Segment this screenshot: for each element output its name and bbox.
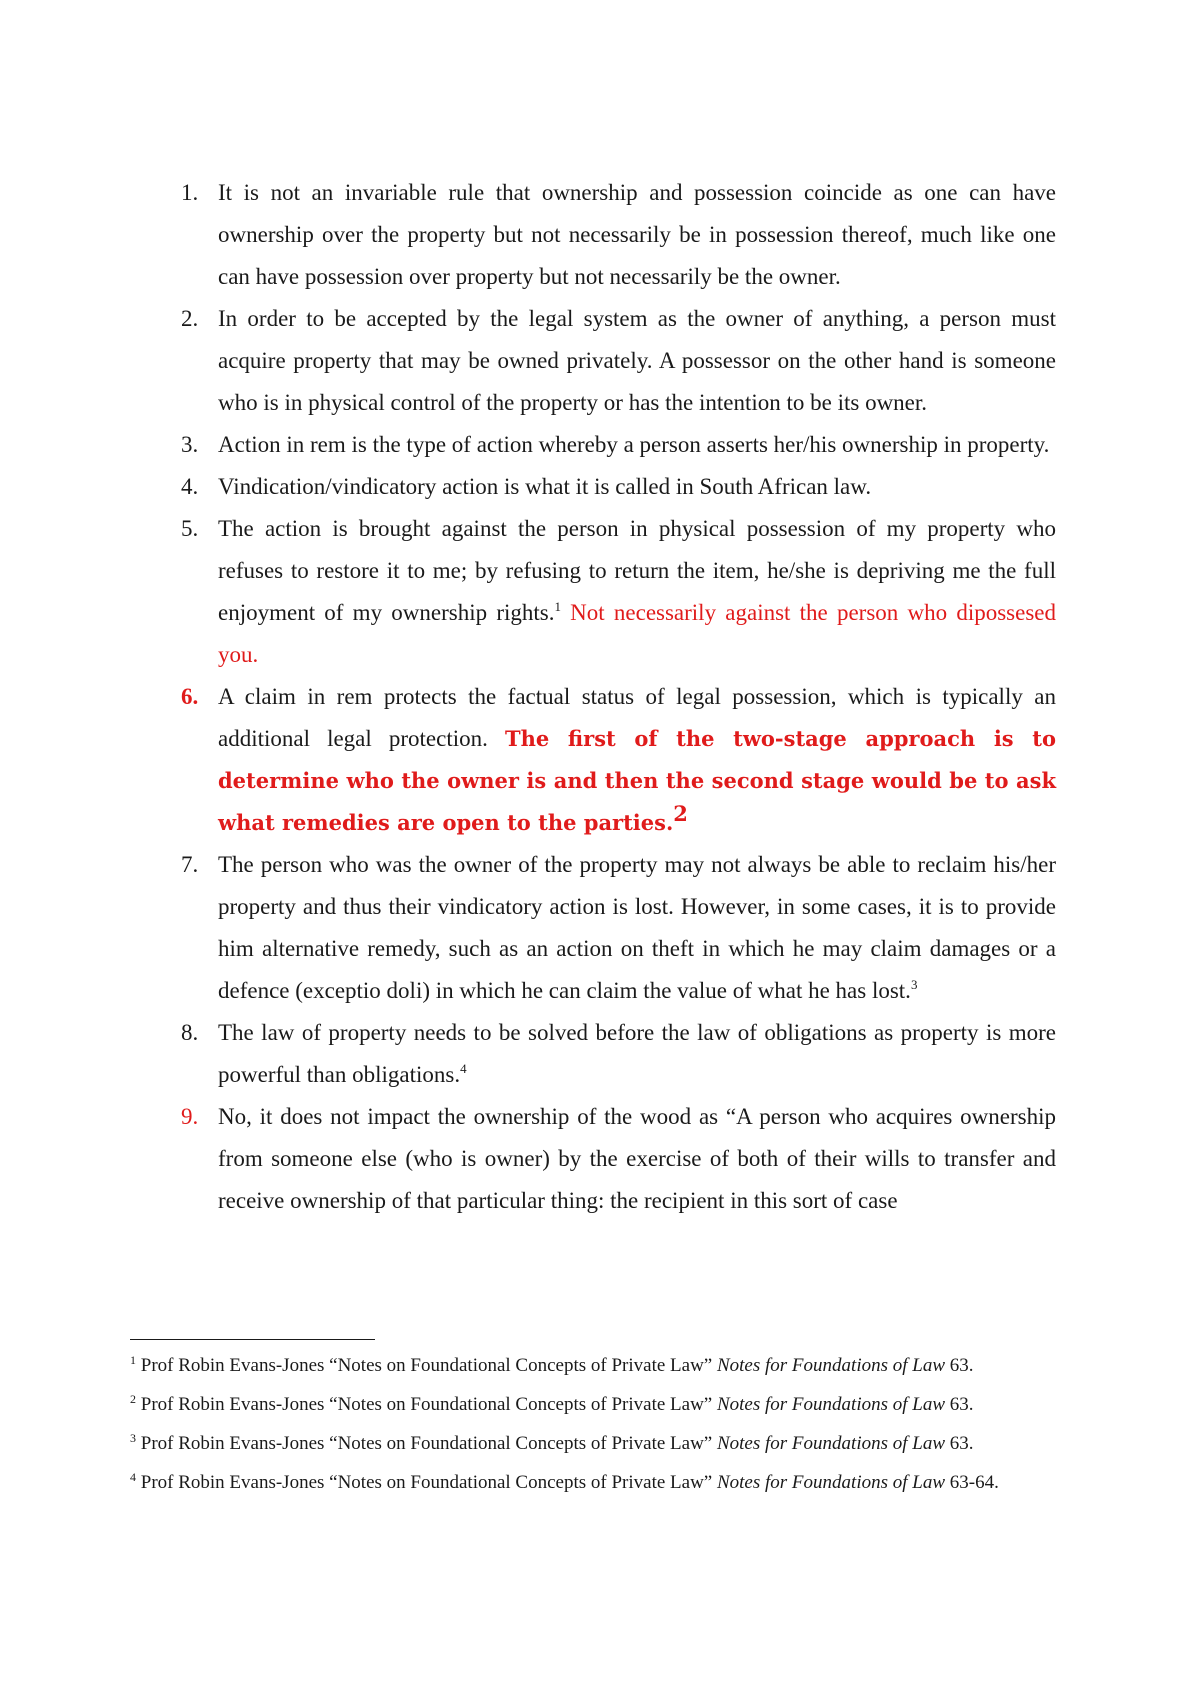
list-item xyxy=(170,676,1056,844)
item-text: A claim in rem protects the factual status of legal possession, which is typically an additional legal protection. xyxy=(218,684,1056,751)
footnote-source: Notes for Foundations of Law xyxy=(716,1394,946,1415)
footnote-source: Notes for Foundations of Law xyxy=(716,1472,946,1493)
footnote xyxy=(130,1424,1064,1463)
item-text: It is not an invariable rule that ownership and possession coincide as one can have ownership over the property but not necessarily be in possession thereof, much like one can have possession over property but not necessarily be the owner. xyxy=(218,180,1056,289)
footnote-reference[interactable]: 4 xyxy=(460,1061,467,1076)
red-annotation: Not necessarily against the person who dipossesed you. xyxy=(218,600,1056,667)
item-text: The person who was the owner of the property may not always be able to reclaim his/her property and thus their vindicatory action is lost. However, in some cases, it is to provide him alternative remedy, such as an action on theft in which he may claim damages or a defence (exceptio doli) in which he can claim the value of what he has lost. xyxy=(218,852,1056,1003)
bold-red-annotation: The first of the two-stage approach is to determine who the owner is and then the second stage would be to ask what remedies are open to the parties. xyxy=(218,726,1057,835)
item-number: 5. xyxy=(181,516,199,541)
footnote-pages: 63. xyxy=(949,1355,974,1376)
list-item xyxy=(170,1096,1056,1222)
item-number: 6. xyxy=(181,684,199,709)
list-item xyxy=(170,424,1056,466)
list-item xyxy=(170,508,1056,676)
list-item xyxy=(170,1012,1056,1096)
footnote-pages: 63. xyxy=(949,1433,974,1454)
footnote-text: Prof Robin Evans-Jones “Notes on Foundational Concepts of Private Law” xyxy=(140,1472,713,1493)
footnote-source: Notes for Foundations of Law xyxy=(716,1355,946,1376)
footnote-reference[interactable]: 2 xyxy=(673,801,688,826)
list-item xyxy=(170,298,1056,424)
footnote xyxy=(130,1463,1064,1502)
item-text: No, it does not impact the ownership of the wood as “A person who acquires ownership from someone else (who is owner) by the exercise of both of their wills to transfer and receive ownership of that particular thing: the recipient in this sort of case xyxy=(218,1104,1056,1213)
footnote-text: Prof Robin Evans-Jones “Notes on Foundational Concepts of Private Law” xyxy=(140,1394,713,1415)
footnote-mark: 3 xyxy=(130,1431,136,1445)
item-number: 9. xyxy=(181,1104,199,1129)
footnote xyxy=(130,1346,1064,1385)
footnote-mark: 1 xyxy=(130,1353,136,1367)
footnote-mark: 2 xyxy=(130,1392,136,1406)
numbered-list xyxy=(170,172,1056,1222)
footnote-reference[interactable]: 3 xyxy=(910,977,918,992)
item-number: 3. xyxy=(181,432,199,457)
item-text: Vindication/vindicatory action is what it is called in South African law. xyxy=(218,474,872,499)
item-text: Action in rem is the type of action whereby a person asserts her/his ownership in property. xyxy=(218,432,1050,457)
footnote xyxy=(130,1385,1064,1424)
footnotes xyxy=(130,1346,1064,1502)
list-item xyxy=(170,466,1056,508)
item-text: In order to be accepted by the legal system as the owner of anything, a person must acquire property that may be owned privately. A possessor on the other hand is someone who is in physical control of the property or has the intention to be its owner. xyxy=(218,306,1056,415)
item-number: 2. xyxy=(181,306,199,331)
list-item xyxy=(170,172,1056,298)
item-number: 4. xyxy=(181,474,199,499)
footnote-pages: 63. xyxy=(949,1394,974,1415)
item-text: The action is brought against the person in physical possession of my property who refuses to restore it to me; by refusing to return the item, he/she is depriving me the full enjoyment of my ownership rights. xyxy=(218,516,1056,625)
footnote-separator xyxy=(130,1339,375,1340)
item-number: 7. xyxy=(181,852,199,877)
item-number: 8. xyxy=(181,1020,199,1045)
list-item xyxy=(170,844,1056,1012)
item-text: The law of property needs to be solved before the law of obligations as property is more powerful than obligations. xyxy=(218,1020,1056,1087)
footnote-text: Prof Robin Evans-Jones “Notes on Foundational Concepts of Private Law” xyxy=(140,1433,713,1454)
item-number: 1. xyxy=(181,180,199,205)
footnote-pages: 63-64. xyxy=(949,1472,999,1493)
footnote-reference[interactable]: 1 xyxy=(554,599,561,614)
footnote-text: Prof Robin Evans-Jones “Notes on Foundational Concepts of Private Law” xyxy=(140,1355,713,1376)
footnote-mark: 4 xyxy=(130,1470,136,1484)
footnote-source: Notes for Foundations of Law xyxy=(716,1433,946,1454)
